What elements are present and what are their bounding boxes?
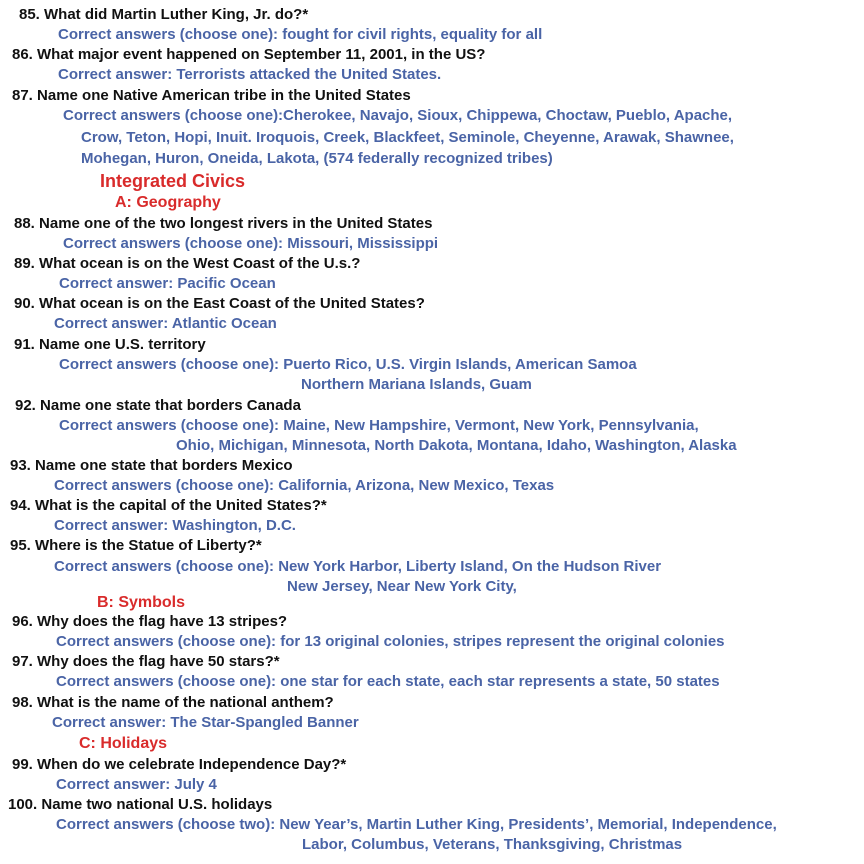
subsection-holidays: C: Holidays [79, 735, 168, 752]
answer-95-line-1: Correct answers (choose one): New York Harbor, Liberty Island, On the Hudson River [54, 558, 662, 575]
question-87: 87. Name one Native American tribe in the United States [12, 87, 411, 104]
answer-92-line-1: Correct answers (choose one): Maine, New Hampshire, Vermont, New York, Pennsylvania, [59, 417, 699, 434]
answer-87-line-2: Crow, Teton, Hopi, Inuit. Iroquois, Creek, Blackfeet, Seminole, Cheyenne, Arawak, Shawnee, [81, 129, 734, 146]
answer-93: Correct answers (choose one): California, Arizona, New Mexico, Texas [54, 477, 555, 494]
answer-96: Correct answers (choose one): for 13 original colonies, stripes represent the original colonies [56, 633, 725, 650]
answer-87-line-3: Mohegan, Huron, Oneida, Lakota, (574 federally recognized tribes) [81, 150, 553, 167]
question-95: 95. Where is the Statue of Liberty?* [10, 537, 262, 554]
question-92: 92. Name one state that borders Canada [15, 397, 301, 414]
question-89: 89. What ocean is on the West Coast of the U.s.? [14, 255, 361, 272]
answer-100-line-2: Labor, Columbus, Veterans, Thanksgiving, Christmas [302, 836, 683, 853]
question-86: 86. What major event happened on September 11, 2001, in the US? [12, 46, 486, 63]
question-98: 98. What is the name of the national anthem? [12, 694, 334, 711]
answer-92-line-2: Ohio, Michigan, Minnesota, North Dakota, Montana, Idaho, Washington, Alaska [176, 437, 737, 454]
answer-100-line-1: Correct answers (choose two): New Year’s, Martin Luther King, Presidents’, Memorial, Independence, [56, 816, 777, 833]
question-88: 88. Name one of the two longest rivers in the United States [14, 215, 433, 232]
question-97: 97. Why does the flag have 50 stars?* [12, 653, 280, 670]
question-96: 96. Why does the flag have 13 stripes? [12, 613, 288, 630]
question-93: 93. Name one state that borders Mexico [10, 457, 293, 474]
answer-99: Correct answer: July 4 [56, 776, 217, 793]
answer-87-line-1: Correct answers (choose one):Cherokee, Navajo, Sioux, Chippewa, Choctaw, Pueblo, Apache, [63, 107, 733, 124]
answer-97: Correct answers (choose one): one star for each state, each star represents a state, 50 states [56, 673, 720, 690]
question-100: 100. Name two national U.S. holidays [8, 796, 273, 813]
question-94: 94. What is the capital of the United States?* [10, 497, 327, 514]
answer-91-line-1: Correct answers (choose one): Puerto Rico, U.S. Virgin Islands, American Samoa [59, 356, 637, 373]
subsection-geography: A: Geography [115, 194, 221, 211]
answer-94: Correct answer: Washington, D.C. [54, 517, 296, 534]
question-91: 91. Name one U.S. territory [14, 336, 206, 353]
question-90: 90. What ocean is on the East Coast of the United States? [14, 295, 425, 312]
section-title: Integrated Civics [100, 171, 246, 191]
answer-98: Correct answer: The Star-Spangled Banner [52, 714, 359, 731]
answer-89: Correct answer: Pacific Ocean [59, 275, 276, 292]
answer-90: Correct answer: Atlantic Ocean [54, 315, 277, 332]
answer-86: Correct answer: Terrorists attacked the United States. [58, 66, 442, 83]
subsection-symbols: B: Symbols [97, 594, 186, 611]
answer-88: Correct answers (choose one): Missouri, Mississippi [63, 235, 439, 252]
answer-91-line-2: Northern Mariana Islands, Guam [301, 376, 532, 393]
question-85: 85. What did Martin Luther King, Jr. do?* [19, 6, 309, 23]
answer-95-line-2: New Jersey, Near New York City, [287, 578, 517, 595]
answer-85: Correct answers (choose one): fought for civil rights, equality for all [58, 26, 543, 43]
question-99: 99. When do we celebrate Independence Day?* [12, 756, 347, 773]
